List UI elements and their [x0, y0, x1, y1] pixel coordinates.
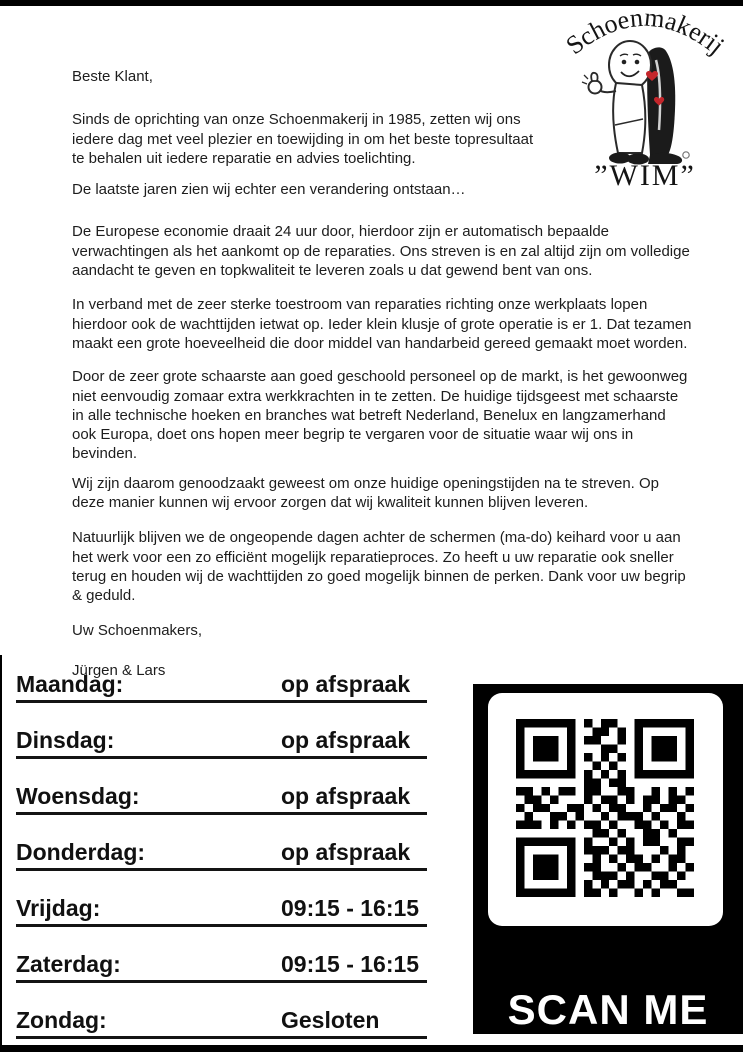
scan-me-label: SCAN ME [507, 986, 709, 1033]
hours-row [16, 703, 427, 759]
letter-paragraph: Jürgen & Lars [72, 661, 166, 679]
dot-accent [683, 152, 689, 158]
shoemaker-mascot-icon [582, 41, 689, 165]
letter-paragraph: Uw Schoenmakers, [72, 621, 203, 639]
mascot-body [613, 83, 645, 153]
qr-card [488, 693, 723, 926]
letter-paragraph: Door de zeer grote schaarste aan goed geschoold personeel op de markt, is het gewoonweg niet eenvoudig zomaar extra werkkrachten in te zetten. De huidige tijdsgeest met schaarste in alle technische hoeken en branches wat betreft Nederland, Benelux en langzamerhand ook Europa, doet ons hopen meer begrip te vergaren voor de situatie waar wij ons in bevinden. [72, 368, 688, 463]
letter-paragraph: Beste Klant, [72, 68, 153, 85]
hours-value: Gesloten [281, 1007, 380, 1033]
hours-value: op afspraak [281, 839, 411, 865]
hours-row [16, 983, 427, 1039]
letter-paragraph: Natuurlijk blijven we de ongeopende dagen achter de schermen (ma-do) keihard voor u aan het werk voor een zo efficiënt mogelijk reparatieproces. Zo heeft u uw reparatie ook sneller terug en houden wij de wachttijden zo goed mogelijk binnen de perken. Dank voor uw begrip & geduld. [72, 529, 686, 605]
letter-paragraph: De Europese economie draait 24 uur door, hierdoor zijn er automatisch bepaalde verwachtingen als het aankomt op de reparaties. Ons streven is en zal altijd zijn om volledige aandacht te geven en topkwaliteit te leveren zoals u dat gewend bent van ons. [72, 223, 690, 280]
thumbs-up-thumb [591, 73, 597, 81]
hours-underline [16, 1036, 427, 1039]
hours-row [16, 647, 427, 703]
logo-arc-text: Schoenmakerij [560, 5, 730, 61]
hours-value: op afspraak [281, 727, 411, 753]
mascot-eye-left [622, 60, 627, 65]
letter-paragraph: De laatste jaren zien wij echter een verandering ontstaan… [72, 181, 466, 199]
hours-value: 09:15 - 16:15 [281, 951, 420, 977]
schoenmakerij-wim-logo [548, 5, 743, 195]
scan-edge-bottom [0, 1045, 743, 1052]
hours-day-label: Dinsdag: [16, 727, 115, 753]
hours-row [16, 871, 427, 927]
hours-day-label: Donderdag: [16, 839, 146, 865]
hours-value: 09:15 - 16:15 [281, 895, 420, 921]
mascot-head [609, 41, 651, 89]
qr-block [473, 684, 743, 1034]
motion-marks [582, 75, 588, 84]
hours-row [16, 927, 427, 983]
hours-day-label: Vrijdag: [16, 895, 101, 921]
letter-paragraph: Wij zijn daarom genoodzaakt geweest om onze huidige openingstijden na te streven. Op deze manier kunnen wij ervoor zorgen dat wij kwaliteit kunnen blijven leveren. [72, 474, 660, 512]
letter-paragraph: Sinds de oprichting van onze Schoenmakerij in 1985, zetten wij ons iedere dag met veel plezier en toewijding in om het beste topresultaat te behalen uit iedere reparatie en advies toelichting. [72, 111, 534, 167]
mascot-eye-right [635, 60, 640, 65]
thumbs-up-fist [589, 81, 602, 94]
hours-row [16, 759, 427, 815]
hours-table [16, 647, 427, 1039]
hours-day-label: Woensdag: [16, 783, 140, 809]
letter-paragraph: In verband met de zeer sterke toestroom van reparaties richting onze werkplaats lopen hierdoor ook de wachttijden ietwat op. Ieder klein klusje of grote operatie is er 1. Dat tezamen maakt een grote hoeveelheid die door middel van handarbeid gereed gemaakt moet worden. [72, 296, 692, 352]
hours-day-label: Zaterdag: [16, 951, 121, 977]
hours-value: op afspraak [281, 671, 411, 697]
hours-value: op afspraak [281, 783, 411, 809]
hours-day-label: Maandag: [16, 671, 124, 697]
hours-row [16, 815, 427, 871]
hours-day-label: Zondag: [16, 1007, 107, 1033]
logo-wim-text: ”WIM” [594, 159, 696, 192]
scan-edge-left [0, 655, 2, 1052]
qr-code [516, 719, 694, 897]
